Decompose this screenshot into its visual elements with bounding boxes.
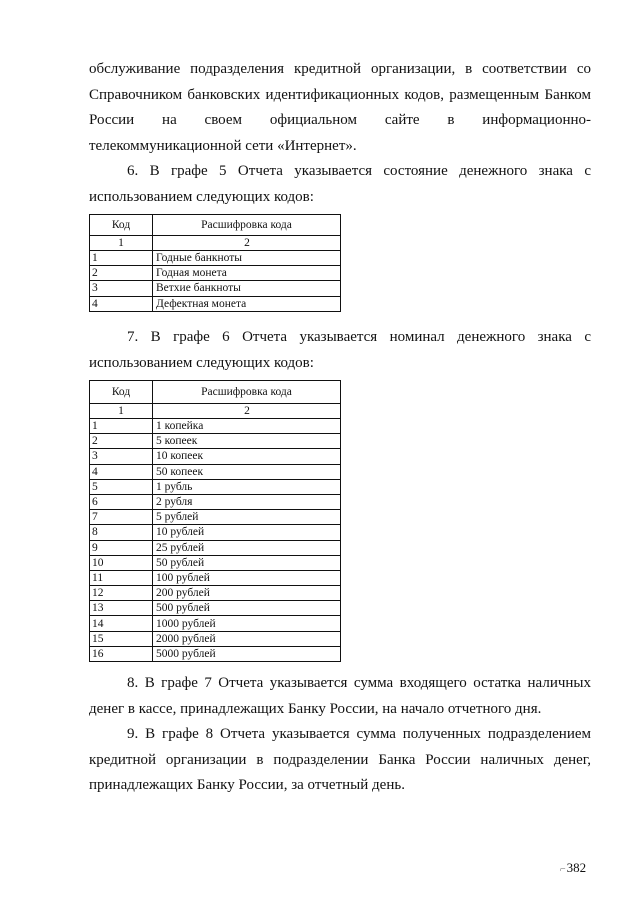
- description-cell: 5000 рублей: [153, 646, 341, 661]
- column-number-row: [90, 404, 341, 419]
- table-row: [90, 525, 341, 540]
- table-header-row: [90, 215, 341, 236]
- stamp-mark-icon: ⌐: [560, 864, 566, 875]
- denomination-codes-table: [89, 380, 341, 662]
- column-number-row: [90, 236, 341, 251]
- text-line: 6. В графе 5 Отчета указывается состояние денежного знака с: [127, 163, 591, 179]
- description-cell: 500 рублей: [153, 601, 341, 616]
- code-cell: 9: [90, 540, 153, 555]
- description-cell: 1 копейка: [153, 419, 341, 434]
- code-cell: 8: [90, 525, 153, 540]
- text-line: кредитной организации в подразделении Банка России наличных денег,: [89, 751, 591, 768]
- paragraph-intro: [89, 57, 591, 159]
- code-cell: 16: [90, 646, 153, 661]
- table-row: [90, 510, 341, 525]
- code-cell: 1: [90, 251, 153, 266]
- code-cell: 15: [90, 631, 153, 646]
- description-cell: 2 рубля: [153, 494, 341, 509]
- text-line: телекоммуникационной сети «Интернет».: [89, 137, 357, 154]
- table-body: [90, 419, 341, 662]
- description-cell: 2000 рублей: [153, 631, 341, 646]
- description-cell: 50 рублей: [153, 555, 341, 570]
- description-cell: Ветхие банкноты: [153, 281, 341, 296]
- header-description: Расшифровка кода: [153, 215, 341, 236]
- col-number: 1: [90, 236, 153, 251]
- description-cell: 10 рублей: [153, 525, 341, 540]
- table-row: [90, 281, 341, 296]
- description-cell: Годная монета: [153, 266, 341, 281]
- table-row: [90, 540, 341, 555]
- table-row: [90, 646, 341, 661]
- col-number: 2: [153, 404, 341, 419]
- header-code: Код: [90, 215, 153, 236]
- text-line: принадлежащих Банку России, за отчетный день.: [89, 777, 405, 793]
- paragraph-7: [89, 325, 591, 376]
- text-line: использованием следующих кодов:: [89, 354, 314, 371]
- page-number-text: 382: [566, 860, 587, 875]
- description-cell: Годные банкноты: [153, 251, 341, 266]
- description-cell: 1 рубль: [153, 479, 341, 494]
- text-line: 8. В графе 7 Отчета указывается сумма входящего остатка наличных: [127, 675, 591, 691]
- table-row: [90, 570, 341, 585]
- table-row: [90, 479, 341, 494]
- table-row: [90, 631, 341, 646]
- text-line: обслуживание подразделения кредитной организации, в соответствии со: [89, 61, 591, 77]
- code-cell: 2: [90, 266, 153, 281]
- code-cell: 3: [90, 281, 153, 296]
- table-row: [90, 449, 341, 464]
- table-row: [90, 494, 341, 509]
- table-row: [90, 266, 341, 281]
- description-cell: 200 рублей: [153, 586, 341, 601]
- text-line: России на своем официальном сайте в информационно-: [89, 112, 591, 128]
- header-description: Расшифровка кода: [153, 381, 341, 404]
- code-cell: 4: [90, 296, 153, 311]
- text-line: 7. В графе 6 Отчета указывается номинал денежного знака с: [127, 329, 591, 345]
- code-cell: 13: [90, 601, 153, 616]
- col-number: 1: [90, 404, 153, 419]
- table-row: [90, 464, 341, 479]
- description-cell: 50 копеек: [153, 464, 341, 479]
- code-cell: 12: [90, 586, 153, 601]
- table-row: [90, 586, 341, 601]
- description-cell: 10 копеек: [153, 449, 341, 464]
- table-row: [90, 601, 341, 616]
- table-header-row: [90, 381, 341, 404]
- description-cell: 5 копеек: [153, 434, 341, 449]
- table-row: [90, 251, 341, 266]
- table-row: [90, 419, 341, 434]
- col-number: 2: [153, 236, 341, 251]
- text-line: Справочником банковских идентификационных кодов, размещенным Банком: [89, 86, 591, 103]
- text-line: использованием следующих кодов:: [89, 188, 314, 205]
- description-cell: 1000 рублей: [153, 616, 341, 631]
- text-line: денег в кассе, принадлежащих Банку России, на начало отчетного дня.: [89, 700, 542, 717]
- page-number: [560, 860, 586, 876]
- table-row: [90, 434, 341, 449]
- table-row: [90, 296, 341, 311]
- description-cell: 100 рублей: [153, 570, 341, 585]
- header-code: Код: [90, 381, 153, 404]
- code-cell: 11: [90, 570, 153, 585]
- description-cell: Дефектная монета: [153, 296, 341, 311]
- table-row: [90, 555, 341, 570]
- paragraph-9: [89, 722, 591, 799]
- code-cell: 5: [90, 479, 153, 494]
- code-cell: 7: [90, 510, 153, 525]
- state-codes-table: [89, 214, 341, 312]
- code-cell: 2: [90, 434, 153, 449]
- code-cell: 1: [90, 419, 153, 434]
- paragraph-8: [89, 671, 591, 722]
- table-row: [90, 616, 341, 631]
- description-cell: 25 рублей: [153, 540, 341, 555]
- description-cell: 5 рублей: [153, 510, 341, 525]
- table-body: [90, 251, 341, 312]
- code-cell: 14: [90, 616, 153, 631]
- paragraph-6: [89, 159, 591, 210]
- code-cell: 4: [90, 464, 153, 479]
- code-cell: 6: [90, 494, 153, 509]
- code-cell: 10: [90, 555, 153, 570]
- text-line: 9. В графе 8 Отчета указывается сумма полученных подразделением: [127, 726, 591, 742]
- code-cell: 3: [90, 449, 153, 464]
